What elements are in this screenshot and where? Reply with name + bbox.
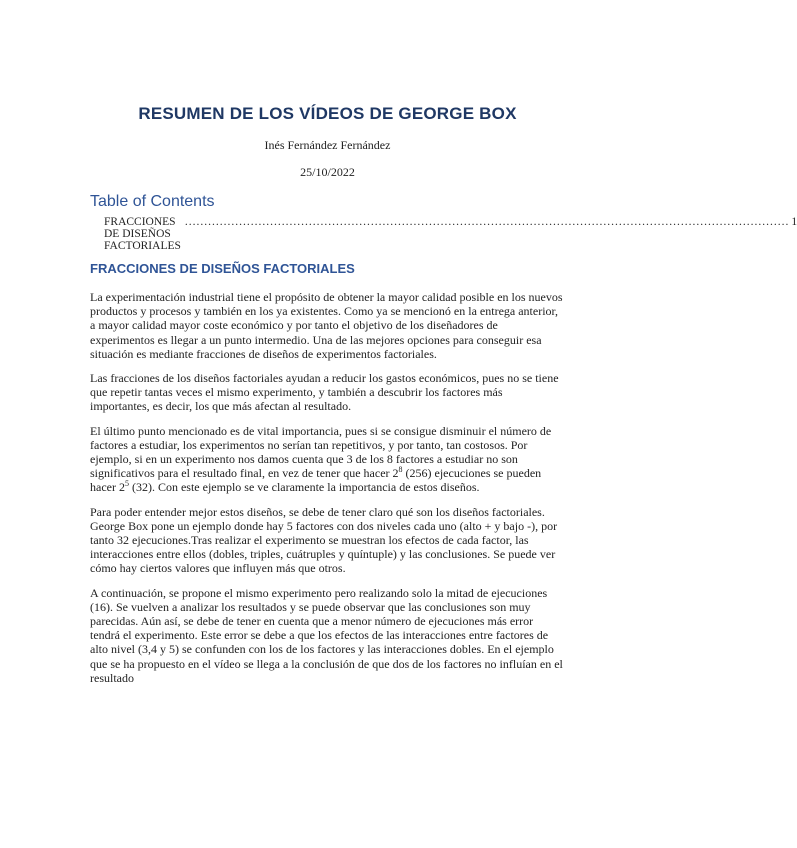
paragraph-4: Para poder entender mejor estos diseños, se debe de tener claro qué son los diseños factoriales. George Box pone un ejemplo donde hay 5 factores con dos niveles cada uno (alto + y bajo -), por tanto 32 ejecuciones.Tras realizar el experimento se muestran los efectos de cada factor, las interacciones entre ellos (dobles, triples, cuátruples y quíntuple) y las conclusiones. Se puede ver cómo hay ciertos valores que influyen más que otros. <box>90 504 558 576</box>
paragraph-2: Las fracciones de los diseños factoriales ayudan a reducir los gastos económicos, pues no se tiene que repetir tantas veces el mismo experimento, y también a descubrir los factores más importantes, es decir, los que más afectan al resultado. <box>90 371 559 414</box>
toc-entry-label: FRACCIONES DE DISEÑOS FACTORIALES <box>104 216 181 252</box>
paragraph-5: A continuación, se propone el mismo experimento pero realizando solo la mitad de ejecuciones (16). Se vuelven a analizar los resultados y se puede observar que las conclusiones son muy parecidas. Aún así, se debe de tener en cuenta que a menor número de ejecuciones más error tendrá el experimento. Este error se debe a que los efectos de las interacciones entre factores de alto nivel (3,4 y 5) se confunden con los de los factores y las interacciones dobles. En el ejemplo que se ha propuesto en el vídeo se llega a la conclusión de que dos de los factores no influían en el resultado <box>90 585 563 685</box>
paragraph-3-part-b: (256) ejecuciones se pueden hacer 2 <box>90 466 542 495</box>
exponent-5: 5 <box>124 479 129 489</box>
document-title: RESUMEN DE LOS VÍDEOS DE GEORGE BOX <box>138 104 517 123</box>
paragraph-3 <box>90 424 565 495</box>
paragraph-3-part-a: El último punto mencionado es de vital importancia, pues si se consigue disminuir el número de factores a estudiar, los experimentos no serían tan repetitivos, y por tanto, tan costosos. Por ejemplo, si en un experimento nos damos cuenta que 3 de los 8 factores a estudiar no son significativos para el resultado final, en vez de tener que hacer 2 <box>90 423 552 481</box>
toc-entry[interactable] <box>104 216 797 252</box>
document-author: Inés Fernández Fernández <box>264 138 391 152</box>
toc-heading: Table of Contents <box>90 193 215 210</box>
section-body <box>90 290 565 695</box>
paragraph-1: La experimentación industrial tiene el propósito de obtener la mayor calidad posible en los nuevos productos y procesos y también en los ya existentes. Como ya se mencionó en la entrega anterior, a mayor calidad mayor coste económico y por tanto el objetivo de los diseñadores de experimentos es llegar a un punto intermedio. Una de las mejores opciones para conseguir esa situación es mediante fracciones de diseños de experimentos factoriales. <box>90 290 563 361</box>
toc-leader-dots: ............................................................................................................................................................ <box>184 216 790 228</box>
paragraph-3-part-c: (32). Con este ejemplo se ve claramente la importancia de estos diseños. <box>128 480 480 495</box>
document-date: 25/10/2022 <box>300 165 355 179</box>
toc-entry-page: 1 <box>791 216 797 228</box>
section-heading: FRACCIONES DE DISEÑOS FACTORIALES <box>90 261 355 276</box>
exponent-8: 8 <box>398 465 403 475</box>
